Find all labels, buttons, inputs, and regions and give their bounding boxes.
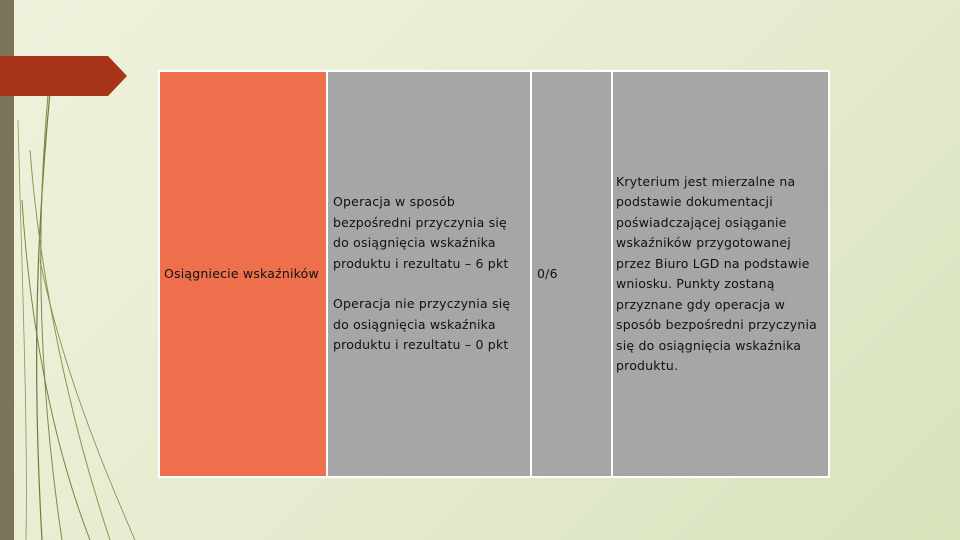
points-cell <box>531 71 612 477</box>
description-cell <box>612 71 829 477</box>
criterion-name: Osiągniecie wskaźników <box>164 265 319 281</box>
scoring-rule-6pkt: Operacja w sposób bezpośredni przyczynia się do osiągnięcia wskaźnika produktu i rezultatu – 6 pkt <box>333 194 509 271</box>
criterion-name-cell <box>159 71 327 477</box>
points-value: 0/6 <box>537 265 558 281</box>
criteria-table <box>158 70 830 478</box>
scoring-rules-cell <box>327 71 531 477</box>
arrow-tab-shape <box>0 56 130 98</box>
table-row <box>159 71 829 477</box>
criterion-description: Kryterium jest mierzalne na podstawie dokumentacji poświadczającej osiąganie wskaźników przygotowanej przez Biuro LGD na podstawie wniosku. Punkty zostaną przyznane gdy operacja w sposób bezpośredni przyczynia się do osiągnięcia wskaźnika produktu. <box>616 173 818 373</box>
scoring-rule-0pkt: Operacja nie przyczynia się do osiągnięcia wskaźnika produktu i rezultatu – 0 pkt <box>333 296 511 353</box>
